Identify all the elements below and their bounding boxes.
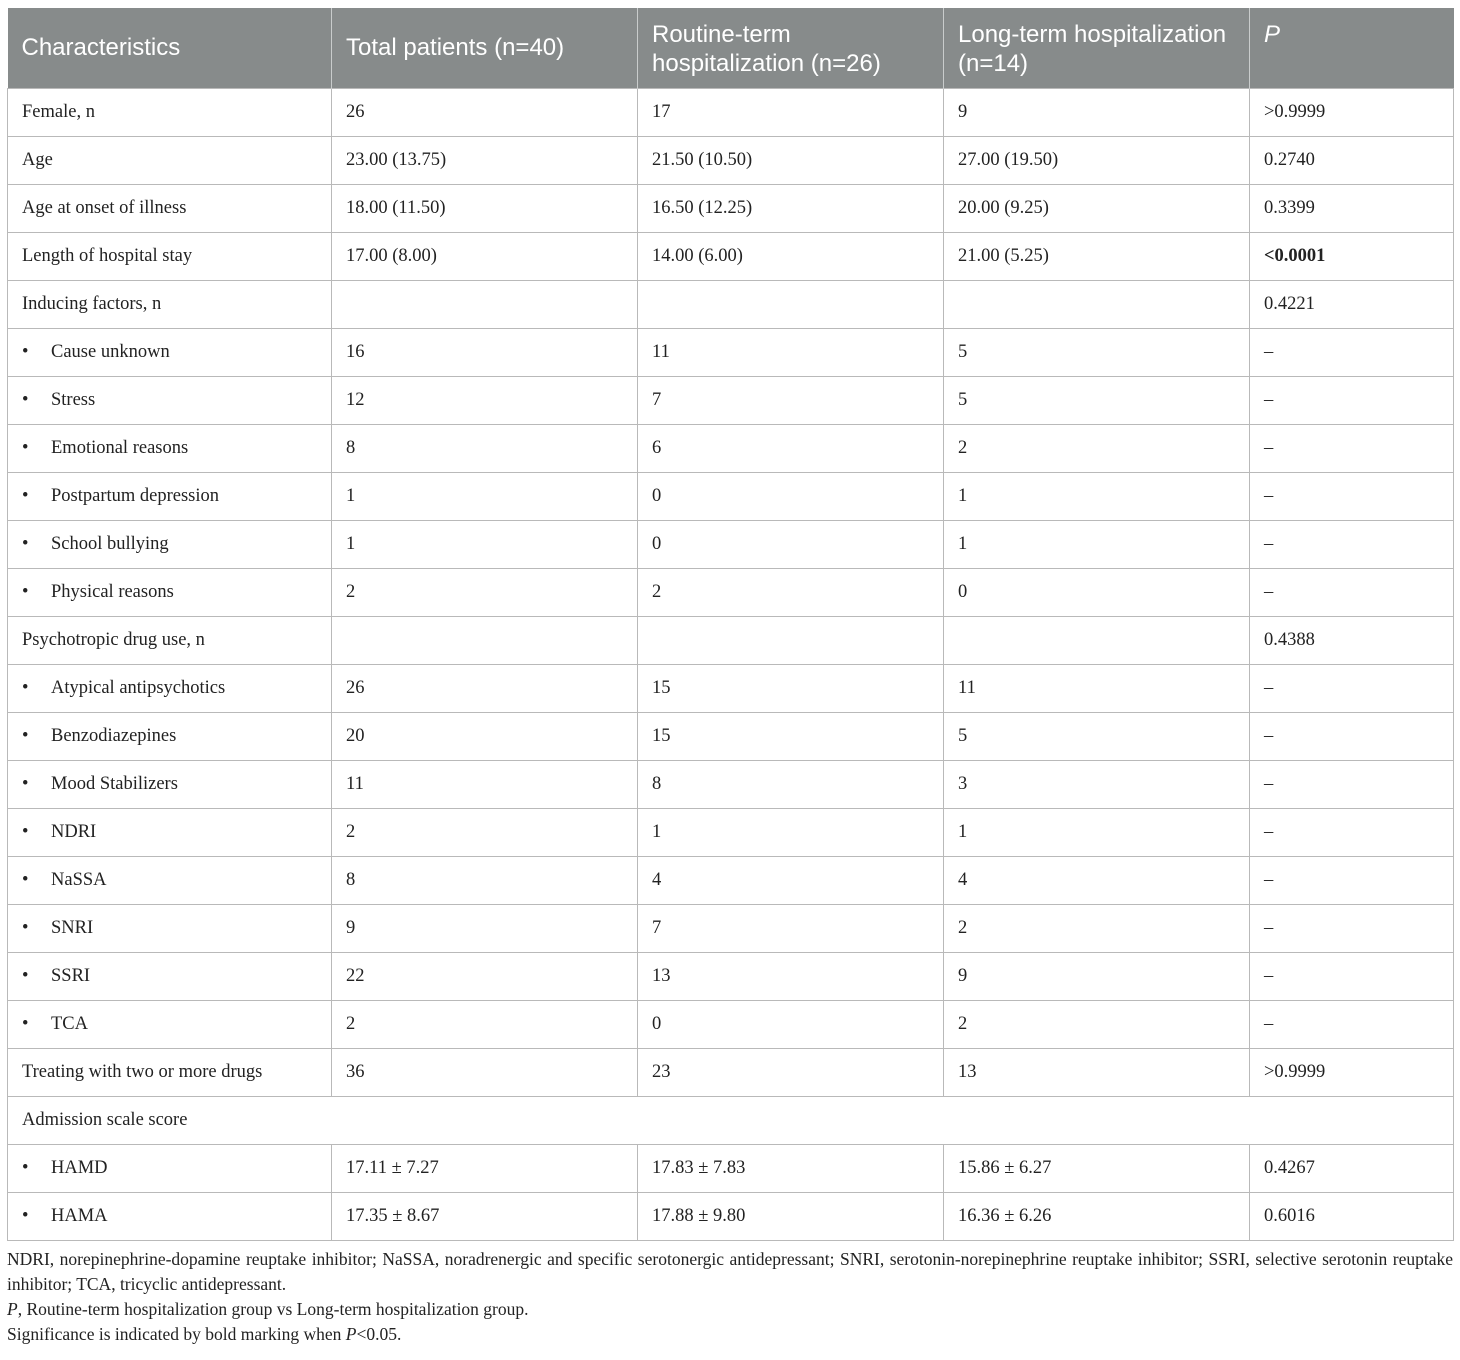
cell-total: 22 (332, 952, 638, 1000)
cell-long-term: 20.00 (9.25) (944, 184, 1250, 232)
characteristic-label: Mood Stabilizers (51, 773, 178, 794)
cell-total: 1 (332, 472, 638, 520)
cell-routine-term: 2 (638, 568, 944, 616)
cell-routine-term: 17 (638, 88, 944, 136)
cell-long-term: 9 (944, 952, 1250, 1000)
cell-characteristic (8, 616, 332, 664)
cell-p-value: – (1250, 952, 1454, 1000)
cell-total: 23.00 (13.75) (332, 136, 638, 184)
cell-long-term: 0 (944, 568, 1250, 616)
header-routine-term: Routine-term hospitalization (n=26) (638, 8, 944, 88)
characteristic-label: TCA (51, 1013, 88, 1034)
cell-long-term (944, 280, 1250, 328)
cell-routine-term: 7 (638, 904, 944, 952)
characteristic-label: SNRI (51, 917, 94, 938)
cell-total: 17.35 ± 8.67 (332, 1192, 638, 1240)
table-row (8, 664, 1454, 712)
cell-p-value: – (1250, 1000, 1454, 1048)
cell-total: 1 (332, 520, 638, 568)
table-row (8, 280, 1454, 328)
cell-long-term (944, 616, 1250, 664)
characteristic-label: Postpartum depression (51, 485, 220, 506)
cell-p-value: <0.0001 (1250, 232, 1454, 280)
table-row (8, 232, 1454, 280)
cell-total: 20 (332, 712, 638, 760)
bullet-icon: • (22, 917, 29, 938)
table-row (8, 184, 1454, 232)
cell-characteristic (8, 232, 332, 280)
cell-total: 11 (332, 760, 638, 808)
cell-total: 2 (332, 568, 638, 616)
footnote-p-text: , Routine-term hospitalization group vs Long-term hospitalization group. (17, 1298, 529, 1319)
cell-routine-term: 17.83 ± 7.83 (638, 1144, 944, 1192)
bullet-icon: • (22, 1013, 29, 1034)
table-row (8, 1048, 1454, 1096)
cell-long-term: 3 (944, 760, 1250, 808)
table-row (8, 1000, 1454, 1048)
table-row (8, 520, 1454, 568)
bullet-icon: • (22, 725, 29, 746)
cell-p-value: – (1250, 856, 1454, 904)
table-row (8, 904, 1454, 952)
cell-long-term: 13 (944, 1048, 1250, 1096)
cell-routine-term: 1 (638, 808, 944, 856)
cell-total (332, 280, 638, 328)
cell-routine-term: 6 (638, 424, 944, 472)
cell-total: 16 (332, 328, 638, 376)
table-body (8, 88, 1454, 1240)
cell-routine-term: 16.50 (12.25) (638, 184, 944, 232)
bullet-icon: • (22, 1157, 29, 1178)
cell-p-value: – (1250, 664, 1454, 712)
characteristic-label: Female, n (22, 101, 95, 122)
cell-long-term: 15.86 ± 6.27 (944, 1144, 1250, 1192)
cell-long-term: 2 (944, 904, 1250, 952)
characteristic-label: NDRI (51, 821, 97, 842)
bullet-icon: • (22, 341, 29, 362)
cell-p-value: 0.6016 (1250, 1192, 1454, 1240)
bullet-icon: • (22, 485, 29, 506)
cell-total: 17.11 ± 7.27 (332, 1144, 638, 1192)
cell-routine-term: 0 (638, 1000, 944, 1048)
characteristic-label: SSRI (51, 965, 91, 986)
characteristic-label: Age at onset of illness (22, 197, 187, 218)
cell-characteristic (8, 1144, 332, 1192)
cell-total: 17.00 (8.00) (332, 232, 638, 280)
characteristic-label: Atypical antipsychotics (51, 677, 226, 698)
characteristic-label: Physical reasons (51, 581, 174, 602)
footnote-significance-suffix: <0.05. (356, 1323, 402, 1344)
cell-long-term: 2 (944, 1000, 1250, 1048)
cell-characteristic (8, 664, 332, 712)
cell-routine-term: 11 (638, 328, 944, 376)
cell-characteristic (8, 1192, 332, 1240)
table-row (8, 424, 1454, 472)
cell-routine-term: 23 (638, 1048, 944, 1096)
cell-characteristic (8, 328, 332, 376)
cell-total (332, 616, 638, 664)
cell-routine-term: 17.88 ± 9.80 (638, 1192, 944, 1240)
cell-long-term: 9 (944, 88, 1250, 136)
cell-characteristic (8, 184, 332, 232)
cell-p-value: 0.4267 (1250, 1144, 1454, 1192)
cell-characteristic (8, 712, 332, 760)
cell-characteristic (8, 280, 332, 328)
table-row (8, 136, 1454, 184)
table-row (8, 1192, 1454, 1240)
table-row (8, 472, 1454, 520)
cell-characteristic (8, 808, 332, 856)
header-p-value: P (1250, 8, 1454, 88)
cell-routine-term: 0 (638, 472, 944, 520)
cell-routine-term: 21.50 (10.50) (638, 136, 944, 184)
bullet-icon: • (22, 533, 29, 554)
footnote-p-definition (7, 1297, 1453, 1322)
characteristic-label: Emotional reasons (51, 437, 189, 458)
table-row (8, 376, 1454, 424)
cell-total: 18.00 (11.50) (332, 184, 638, 232)
cell-long-term: 16.36 ± 6.26 (944, 1192, 1250, 1240)
cell-p-value: – (1250, 520, 1454, 568)
cell-p-value: 0.4388 (1250, 616, 1454, 664)
cell-routine-term: 7 (638, 376, 944, 424)
cell-characteristic (8, 472, 332, 520)
header-characteristics: Characteristics (8, 8, 332, 88)
table-row (8, 1144, 1454, 1192)
characteristic-label: Treating with two or more drugs (22, 1061, 263, 1082)
footnote-p-symbol: P (7, 1298, 18, 1319)
cell-characteristic (8, 952, 332, 1000)
bullet-icon: • (22, 821, 29, 842)
cell-routine-term: 0 (638, 520, 944, 568)
characteristic-label: Stress (51, 389, 96, 410)
characteristic-label: Admission scale score (22, 1109, 188, 1130)
cell-routine-term: 4 (638, 856, 944, 904)
cell-total: 8 (332, 424, 638, 472)
cell-p-value: 0.2740 (1250, 136, 1454, 184)
table-header-row (8, 8, 1454, 88)
cell-characteristic (8, 1048, 332, 1096)
cell-p-value: – (1250, 328, 1454, 376)
table-row (8, 712, 1454, 760)
characteristic-label: HAMD (51, 1157, 108, 1178)
cell-p-value: 0.3399 (1250, 184, 1454, 232)
bullet-icon: • (22, 773, 29, 794)
cell-total: 8 (332, 856, 638, 904)
characteristic-label: Psychotropic drug use, n (22, 629, 205, 650)
characteristic-label: NaSSA (51, 869, 107, 890)
characteristics-table (7, 8, 1454, 1241)
table-row (8, 1096, 1454, 1144)
cell-p-value: >0.9999 (1250, 88, 1454, 136)
cell-characteristic (8, 424, 332, 472)
characteristic-label: HAMA (51, 1205, 108, 1226)
bullet-icon: • (22, 389, 29, 410)
cell-p-value: 0.4221 (1250, 280, 1454, 328)
cell-characteristic (8, 136, 332, 184)
cell-long-term: 5 (944, 376, 1250, 424)
cell-long-term: 1 (944, 808, 1250, 856)
cell-total: 36 (332, 1048, 638, 1096)
table-row (8, 568, 1454, 616)
table-container (7, 8, 1453, 1347)
footnote-significance-p: P (345, 1323, 357, 1344)
cell-p-value: – (1250, 760, 1454, 808)
cell-p-value: – (1250, 712, 1454, 760)
cell-long-term: 21.00 (5.25) (944, 232, 1250, 280)
cell-characteristic (8, 856, 332, 904)
cell-p-value: – (1250, 424, 1454, 472)
cell-routine-term: 14.00 (6.00) (638, 232, 944, 280)
cell-p-value: – (1250, 568, 1454, 616)
cell-total: 2 (332, 1000, 638, 1048)
table-footnotes (7, 1247, 1453, 1347)
cell-routine-term: 13 (638, 952, 944, 1000)
cell-long-term: 1 (944, 520, 1250, 568)
cell-long-term: 4 (944, 856, 1250, 904)
characteristic-label: Length of hospital stay (22, 245, 193, 266)
table-row (8, 856, 1454, 904)
cell-characteristic (8, 376, 332, 424)
cell-routine-term: 15 (638, 664, 944, 712)
characteristic-label: Age (22, 149, 53, 170)
header-total-patients: Total patients (n=40) (332, 8, 638, 88)
bullet-icon: • (22, 965, 29, 986)
cell-long-term: 11 (944, 664, 1250, 712)
cell-p-value: – (1250, 472, 1454, 520)
cell-long-term: 1 (944, 472, 1250, 520)
cell-routine-term: 15 (638, 712, 944, 760)
characteristic-label: School bullying (51, 533, 169, 554)
cell-characteristic (8, 760, 332, 808)
cell-long-term: 5 (944, 328, 1250, 376)
cell-characteristic (8, 904, 332, 952)
cell-routine-term: 8 (638, 760, 944, 808)
table-row (8, 88, 1454, 136)
bullet-icon: • (22, 437, 29, 458)
cell-routine-term (638, 616, 944, 664)
cell-p-value: – (1250, 376, 1454, 424)
cell-p-value: – (1250, 904, 1454, 952)
footnote-abbreviations: NDRI, norepinephrine-dopamine reuptake inhibitor; NaSSA, noradrenergic and specific serotonergic antidepressant; SNRI, serotonin-norepinephrine reuptake inhibitor; SSRI, selective serotonin reuptake inhibitor; TCA, tricyclic antidepressant. (7, 1248, 1453, 1294)
table-row (8, 328, 1454, 376)
table-row (8, 808, 1454, 856)
cell-total: 12 (332, 376, 638, 424)
cell-total: 9 (332, 904, 638, 952)
table-row (8, 616, 1454, 664)
characteristic-label: Benzodiazepines (51, 725, 177, 746)
cell-total: 26 (332, 88, 638, 136)
footnote-significance (7, 1322, 1453, 1347)
cell-characteristic (8, 88, 332, 136)
cell-characteristic (8, 520, 332, 568)
cell-total: 2 (332, 808, 638, 856)
cell-total: 26 (332, 664, 638, 712)
cell-characteristic (8, 568, 332, 616)
characteristic-label: Cause unknown (51, 341, 170, 362)
cell-long-term: 27.00 (19.50) (944, 136, 1250, 184)
table-row (8, 952, 1454, 1000)
bullet-icon: • (22, 581, 29, 602)
table-row (8, 760, 1454, 808)
characteristic-label: Inducing factors, n (22, 293, 162, 314)
cell-characteristic (8, 1096, 1454, 1144)
bullet-icon: • (22, 1205, 29, 1226)
cell-p-value: >0.9999 (1250, 1048, 1454, 1096)
header-long-term: Long-term hospitalization (n=14) (944, 8, 1250, 88)
cell-p-value: – (1250, 808, 1454, 856)
cell-long-term: 2 (944, 424, 1250, 472)
bullet-icon: • (22, 869, 29, 890)
cell-characteristic (8, 1000, 332, 1048)
bullet-icon: • (22, 677, 29, 698)
footnote-significance-prefix: Significance is indicated by bold marking when (7, 1323, 346, 1344)
cell-routine-term (638, 280, 944, 328)
cell-long-term: 5 (944, 712, 1250, 760)
